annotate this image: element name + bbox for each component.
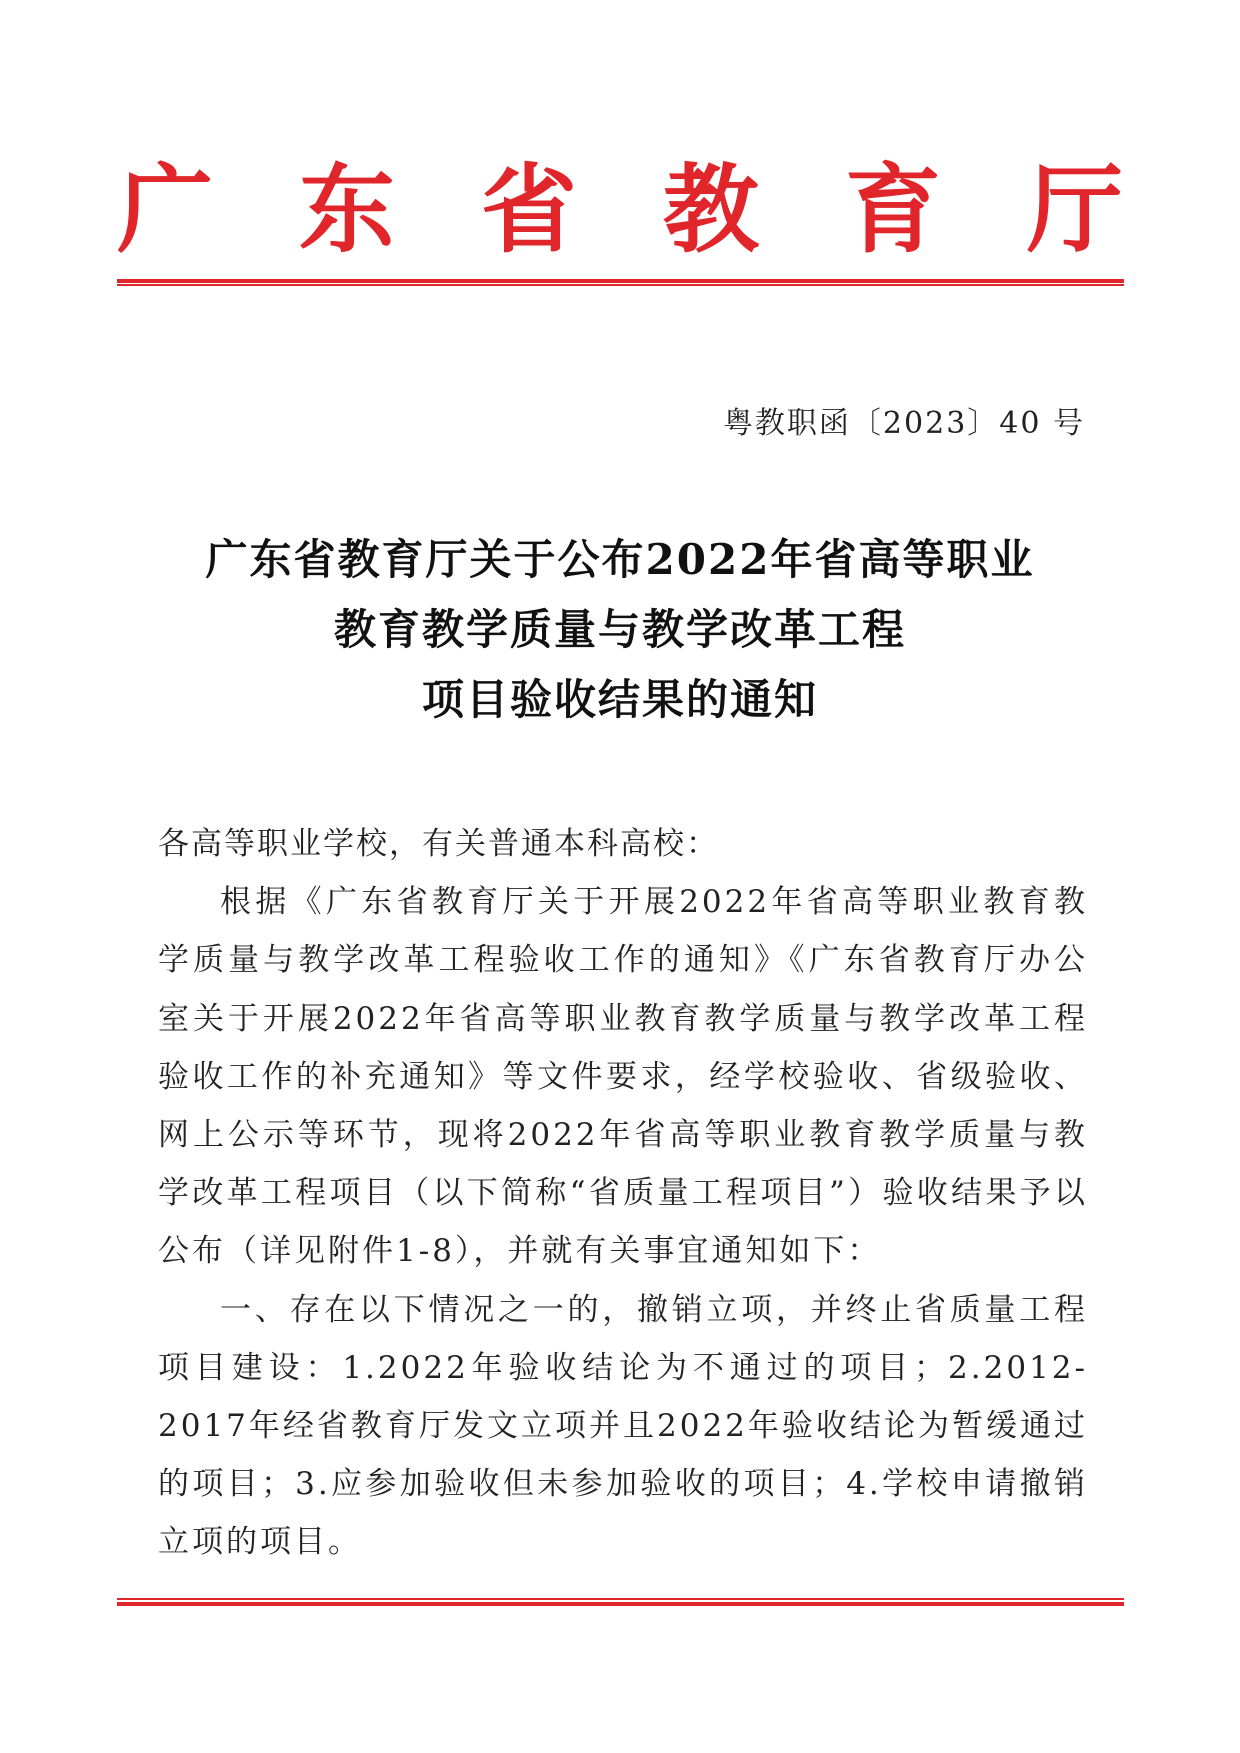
red-header-rule	[117, 279, 1124, 286]
document-number: 粤教职函〔2023〕40 号	[722, 406, 1085, 441]
title-line: 教育教学质量与教学改革工程	[333, 605, 906, 654]
body-paragraph: 根据《广东省教育厅关于开展2022年省高等职业教育教学质量与教学改革工程验收工作的通知》《广东省教育厅办公室关于开展2022年省高等职业教育教学质量与教学改革工程验收工作的补充通知》等文件要求，经学校验收、省级验收、网上公示等环节，现将2022年省高等职业教育教学质量与教学改革工程项目（以下简称“省质量工程项目”）验收结果予以公布（详见附件1-8），并就有关事宜通知如下：	[158, 884, 1088, 1270]
salutation: 各高等职业学校，有关普通本科高校：	[158, 826, 719, 862]
masthead-char: 省	[481, 153, 577, 266]
masthead-issuer	[110, 150, 1130, 270]
masthead-char: 育	[845, 153, 941, 266]
red-footer-rule	[117, 1598, 1124, 1606]
masthead-char: 教	[663, 153, 759, 266]
body-paragraph: 一、存在以下情况之一的，撤销立项，并终止省质量工程项目建设：1.2022年验收结论为不通过的项目；2.2012-2017年经省教育厅发文立项并且2022年验收结论为暂缓通过的项目；3.应参加验收但未参加验收的项目；4.学校申请撤销立项的项目。	[158, 1291, 1088, 1561]
masthead-char: 东	[299, 153, 395, 266]
title-line: 项目验收结果的通知	[421, 675, 818, 724]
title-line: 广东省教育厅关于公布2022年省高等职业	[205, 535, 1035, 584]
masthead-char: 厅	[1027, 153, 1123, 266]
document-title	[140, 525, 1100, 735]
masthead-char: 广	[117, 153, 213, 266]
document-body	[158, 815, 1088, 1572]
